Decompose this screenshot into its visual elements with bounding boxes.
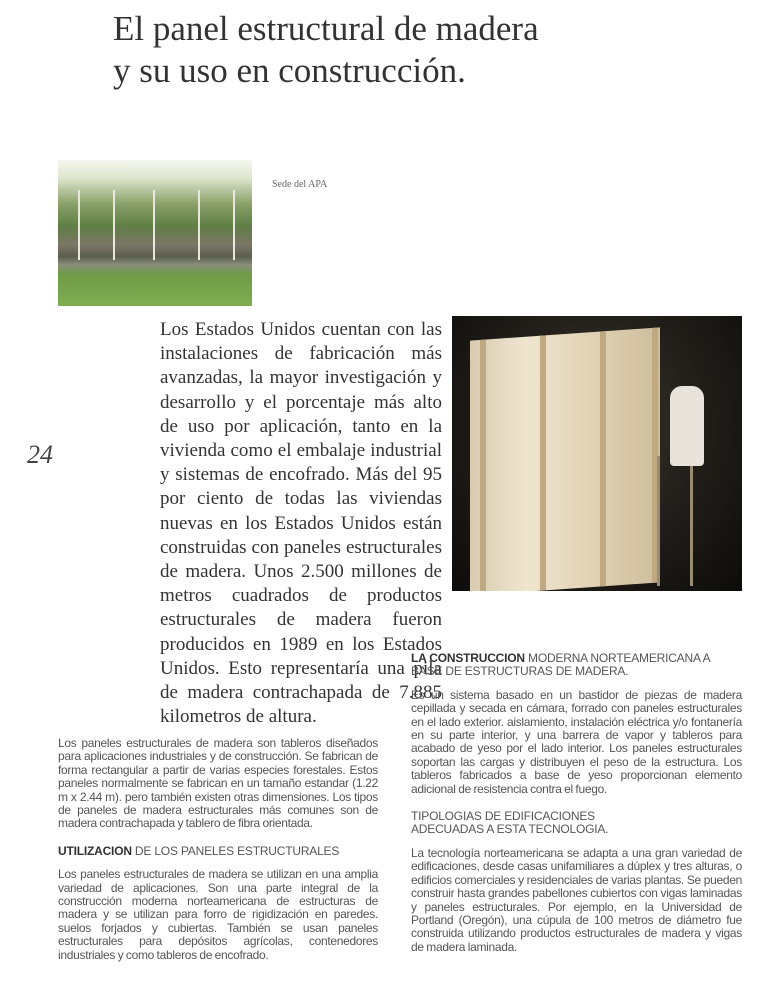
heading-bold: UTILIZACION (58, 843, 132, 858)
photo-caption: Sede del APA (272, 179, 328, 190)
utilization-paragraph: Los paneles estructurales de madera se utilizan en una amplia variedad de aplicaciones. Son una parte integral de la construcción moderna norteamericana de estructuras de madera y se utilizan para forro de rigidización en paredes. suelos forjados y cubiertas. También se usan paneles estructurales para depósitos agrícolas, contenedores industriales y como tableros de encofrado. (58, 867, 378, 962)
title-line-1: El panel estructural de madera (113, 9, 539, 48)
heading-rest: MODERNA NORTEAMERICANA A BASE DE ESTRUCTURAS DE MADERA. (411, 651, 710, 679)
construction-paragraph: Es un sistema basado en un bastidor de piezas de madera cepillada y secada en cámara, forrado con paneles estructurales en el lado exterior. aislamiento, instalación eléctrica y/o fontanería en su parte interior, y una barrera de vapor y tableros para acabado de yeso por el lado interior. Los paneles estructurales soportan las cargas y distribuyen el peso de la estructura. Los tableros fabricados a base de yeso proporcionan elemento adicional de resistencia contra el fuego. (411, 687, 742, 796)
typologies-heading: TIPOLOGIAS DE EDIFICACIONES ADECUADAS A ESTA TECNOLOGIA. (411, 809, 609, 837)
panels-description: Los paneles estructurales de madera son tableros diseñados para aplicaciones industriales y de construcción. Se fabrican de forma rectangular a partir de varias especies forestales. Estos paneles normalmente se fabrican en un tamaño estandar (1.22 m x 2.44 m). pero también existen otras dimensiones. Los tipos de paneles de madera estructurales más comunes son de madera contrachapada y tablero de fibra orientada. (58, 736, 378, 831)
apa-headquarters-photo (58, 160, 252, 306)
title-line-2: y su uso en construcción. (113, 51, 466, 90)
left-column (58, 737, 378, 962)
utilization-heading (58, 845, 378, 858)
heading-bold: LA CONSTRUCCION (411, 651, 525, 665)
intro-paragraph: Los Estados Unidos cuentan con las instalaciones de fabricación más avanzadas, la mayor investigación y desarrollo y el porcentaje más alto de uso por aplicación, tanto en la vivienda como el embalaje industrial y sistemas de encofrado. Más del 95 por ciento de todas las viviendas nuevas en los Estados Unidos están construidas con paneles estructurales de madera. Unos 2.500 millones de metros cuadrados de productos estructurales de madera fueron producidos en 1989 en los Estados Unidos. Esto representaría una pila de madera contrachapada de 7.885 kilometros de altura. (160, 319, 442, 728)
typologies-paragraph: La tecnología norteamericana se adapta a una gran variedad de edificaciones, desde casas unifamiliares a dúplex y tres alturas, o edificios comerciales y residenciales de varias plantas. Se pueden construir hasta grandes pabellones cubiertos con vigas laminadas y paneles estructurales. Por ejemplo, en la Universidad de Portland (Oregón), una cúpula de 100 metros de diámetro fue construida utilizando productos estructurales de madera y vigas de madera laminada. (411, 845, 742, 954)
wall-panel-construction-photo (452, 316, 742, 591)
construction-heading (411, 652, 742, 679)
heading-rest: DE LOS PANELES ESTRUCTURALES (131, 843, 340, 858)
page-number: 24 (27, 440, 53, 469)
right-column (411, 652, 742, 954)
page-title (113, 8, 539, 92)
